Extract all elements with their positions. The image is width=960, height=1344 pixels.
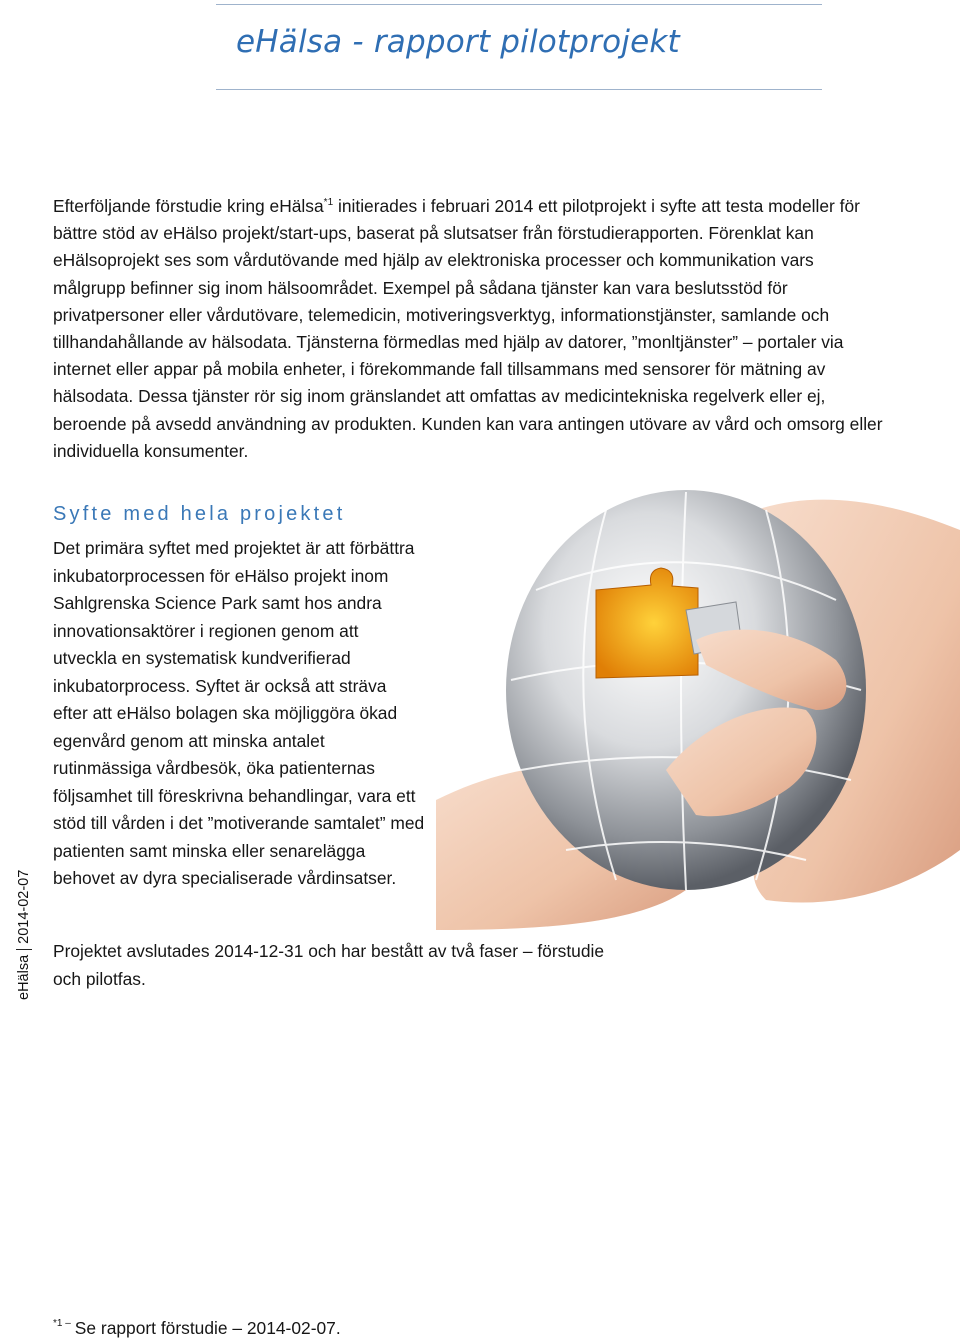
footnote-mark: *1 – <box>53 1318 71 1329</box>
header-rule-top <box>216 4 822 5</box>
footnote-text: Se rapport förstudie – 2014-02-07. <box>74 1318 341 1338</box>
conclusion-paragraph: Projektet avslutades 2014-12-31 och har bestått av två faser – förstudie och pilotfas. <box>53 941 605 989</box>
vertical-separator <box>16 949 32 950</box>
footnote-reference: *1 <box>323 197 334 209</box>
section-heading: Syfte med hela projektet <box>53 503 346 525</box>
footnote <box>53 1318 341 1339</box>
intro-text-rest: initierades i februari 2014 ett pilotprojekt i syfte att testa modeller för bättre stöd av eHälso projekt/start-ups, baserat på slutsatser från förstudierapporten. Förenklat kan eHälsoprojekt ses som vårdutövande med hjälp av elektroniska processer och kommunikation vars målgrupp befinner sig inom hälsoområdet. Exempel på sådana tjänster kan vara beslutsstöd för privatpersoner eller vårdutövare, telemedicin, motiveringsverktyg, informationstjänster, samlande och tillhandahållande av hälsodata. Tjänsterna förmedlas med hjälp av datorer, ”monltjänster” – portaler via internet eller appar på mobila enheter, i förekommande fall tillsammans med sensorer för mätning av hälsodata. Dessa tjänster rör sig inom gränslandet att omfattas av medicintekniska regelverk eller ej, beroende på avsedd användning av produkten. Kunden kan vara antingen utövare av vård och omsorg eller individuella konsumenter. <box>53 196 883 461</box>
vertical-date: 2014-02-07 <box>16 869 32 944</box>
purpose-paragraph: Det primära syftet med projektet är att förbättra inkubatorprocessen för eHälso projekt inom Sahlgrenska Science Park samt hos andra innovationsaktörer i regionen genom att utveckla en systematisk kundverifierad inkubatorprocess. Syftet är också att sträva efter att eHälso bolagen ska möjliggöra ökad egenvård genom att minska antalet rutinmässiga vårdbesök, öka patienternas följsamhet till föreskrivna behandlingar, vara ett stöd till vården i det ”motiverande samtalet” med patienten samt minska eller senarelägga behovet av dyra specialiserade vårdinsatser. <box>53 538 425 888</box>
vertical-footer-label <box>16 870 32 1000</box>
intro-text-start: Efterföljande förstudie kring eHälsa <box>53 196 324 216</box>
intro-paragraph <box>53 193 883 465</box>
hands-holding-puzzle-globe-image <box>436 470 960 930</box>
vertical-brand: eHälsa <box>16 954 32 1000</box>
header-rule-bottom <box>216 89 822 90</box>
page-title: eHälsa - rapport pilotprojekt <box>236 24 680 60</box>
